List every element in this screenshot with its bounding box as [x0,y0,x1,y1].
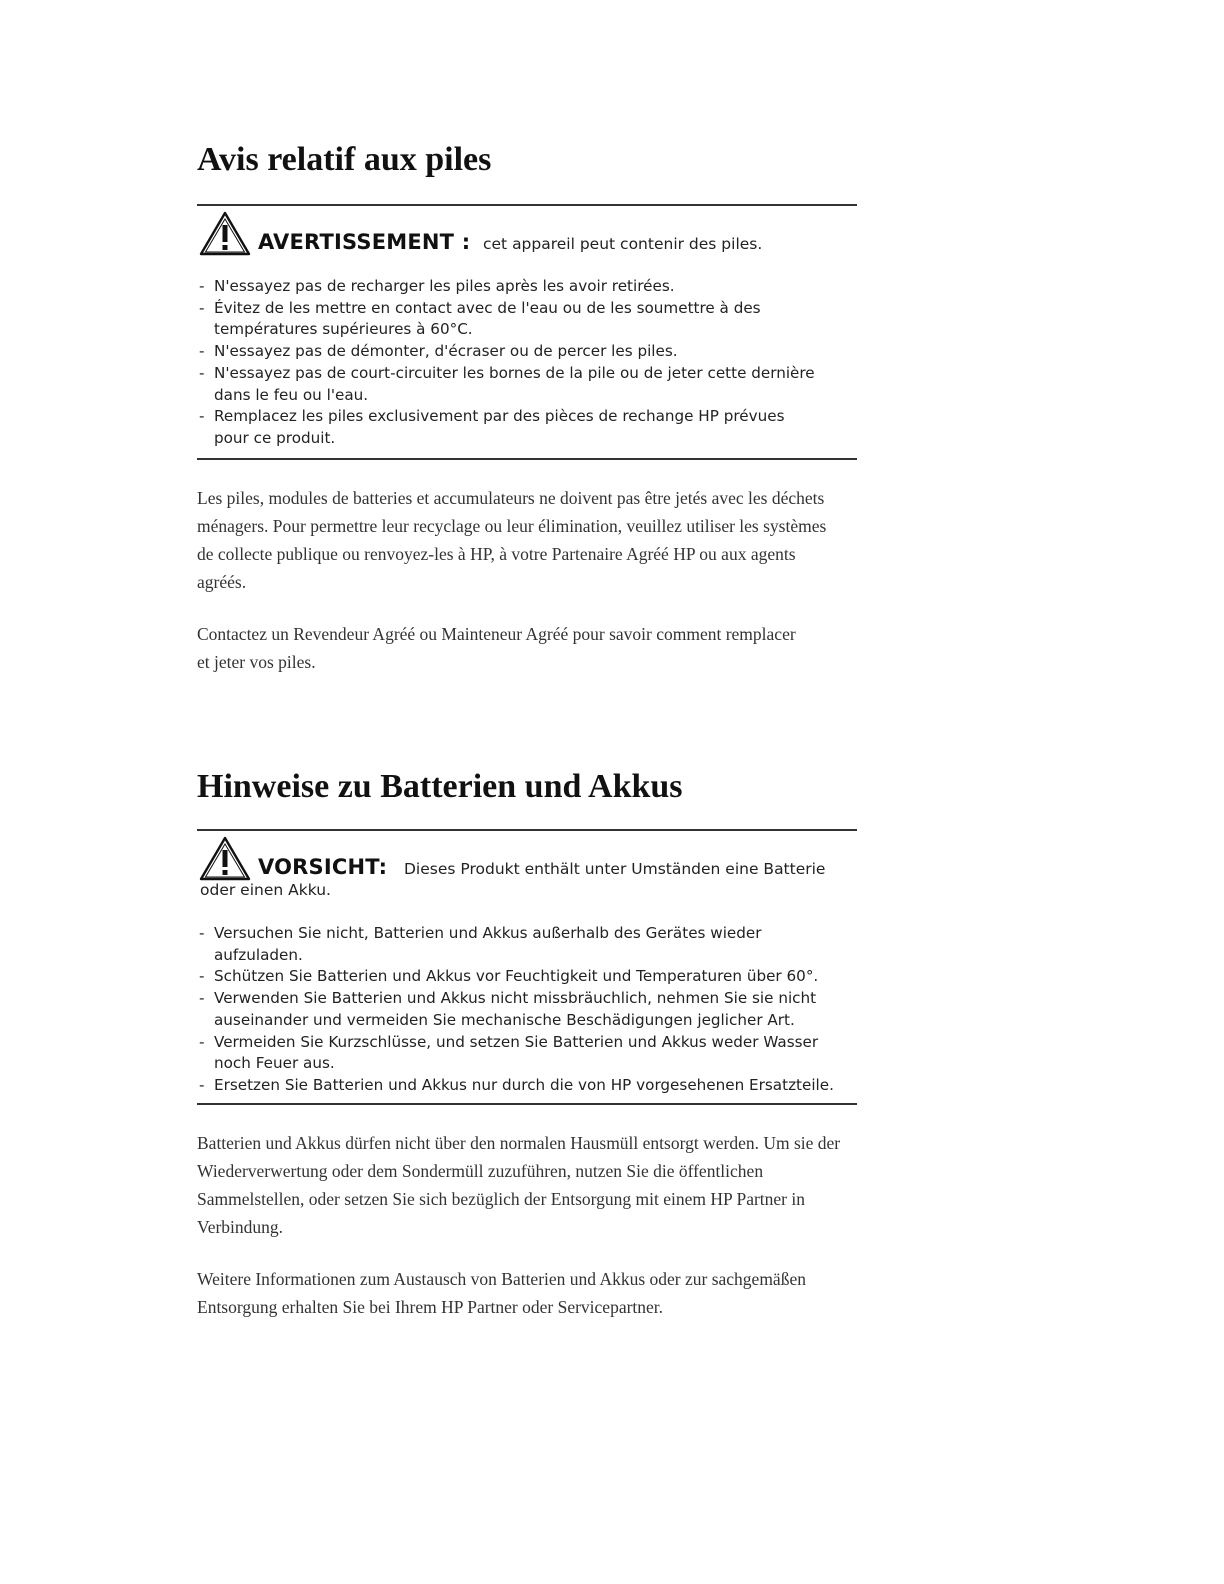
warning-text: cet appareil peut contenir des piles. [483,235,763,253]
warning-header [197,208,857,258]
section-de [197,767,857,1321]
section-title: Hinweise zu Batterien und Akkus [197,768,683,805]
section-title: Avis relatif aux piles [197,141,492,178]
warning-text: Dieses Produkt enthält unter Umständen eine Batterie oder einen Akku. [200,860,826,899]
list-item: - Schützen Sie Batterien und Akkus vor Feuchtigkeit und Temperaturen über 60°. [197,966,847,988]
list-item: - Évitez de les mettre en contact avec de l'eau ou de les soumettre à des températures supérieures à 60°C. [197,298,847,341]
warning-label: AVERTISSEMENT : [258,230,471,254]
warning-label: VORSICHT: [258,855,388,879]
divider [197,204,857,206]
list-item: - Ersetzen Sie Batterien und Akkus nur durch die von HP vorgesehenen Ersatzteile. [197,1075,847,1097]
list-item: - Vermeiden Sie Kurzschlüsse, und setzen Sie Batterien und Akkus weder Wasser noch Feuer aus. [197,1032,847,1075]
paragraph: Les piles, modules de batteries et accumulateurs ne doivent pas être jetés avec les déchets ménagers. Pour permettre leur recyclage ou leur élimination, veuillez utiliser les systèmes de collecte publique ou renvoyez-les à HP, à votre Partenaire Agréé HP ou aux agents agréés. [197,487,827,592]
list-item: - N'essayez pas de démonter, d'écraser ou de percer les piles. [197,341,847,363]
divider [197,829,857,831]
warning-list [197,923,847,1097]
paragraph: Contactez un Revendeur Agréé ou Mainteneur Agréé pour savoir comment remplacer et jeter vos piles. [197,623,796,672]
section-fr [197,140,857,676]
warning-list [197,276,847,450]
warning-triangle-icon [199,210,251,256]
divider [197,458,857,460]
paragraph: Weitere Informationen zum Austausch von Batterien und Akkus oder zur sachgemäßen Entsorgung erhalten Sie bei Ihrem HP Partner oder Servicepartner. [197,1268,806,1317]
divider [197,1103,857,1105]
list-item: - Verwenden Sie Batterien und Akkus nicht missbräuchlich, nehmen Sie sie nicht auseinander und vermeiden Sie mechanische Beschädigungen jeglicher Art. [197,988,847,1031]
list-item: - N'essayez pas de recharger les piles après les avoir retirées. [197,276,847,298]
list-item: - Versuchen Sie nicht, Batterien und Akkus außerhalb des Gerätes wieder aufzuladen. [197,923,847,966]
list-item: - N'essayez pas de court-circuiter les bornes de la pile ou de jeter cette dernière dans le feu ou l'eau. [197,363,847,406]
list-item: - Remplacez les piles exclusivement par des pièces de rechange HP prévues pour ce produit. [197,406,814,449]
paragraph: Batterien und Akkus dürfen nicht über den normalen Hausmüll entsorgt werden. Um sie der Wiederverwertung oder dem Sondermüll zuzuführen, nutzen Sie die öffentlichen Sammelstellen, oder setzen Sie sich bezüglich der Entsorgung mit einem HP Partner in Verbindung. [197,1132,841,1237]
